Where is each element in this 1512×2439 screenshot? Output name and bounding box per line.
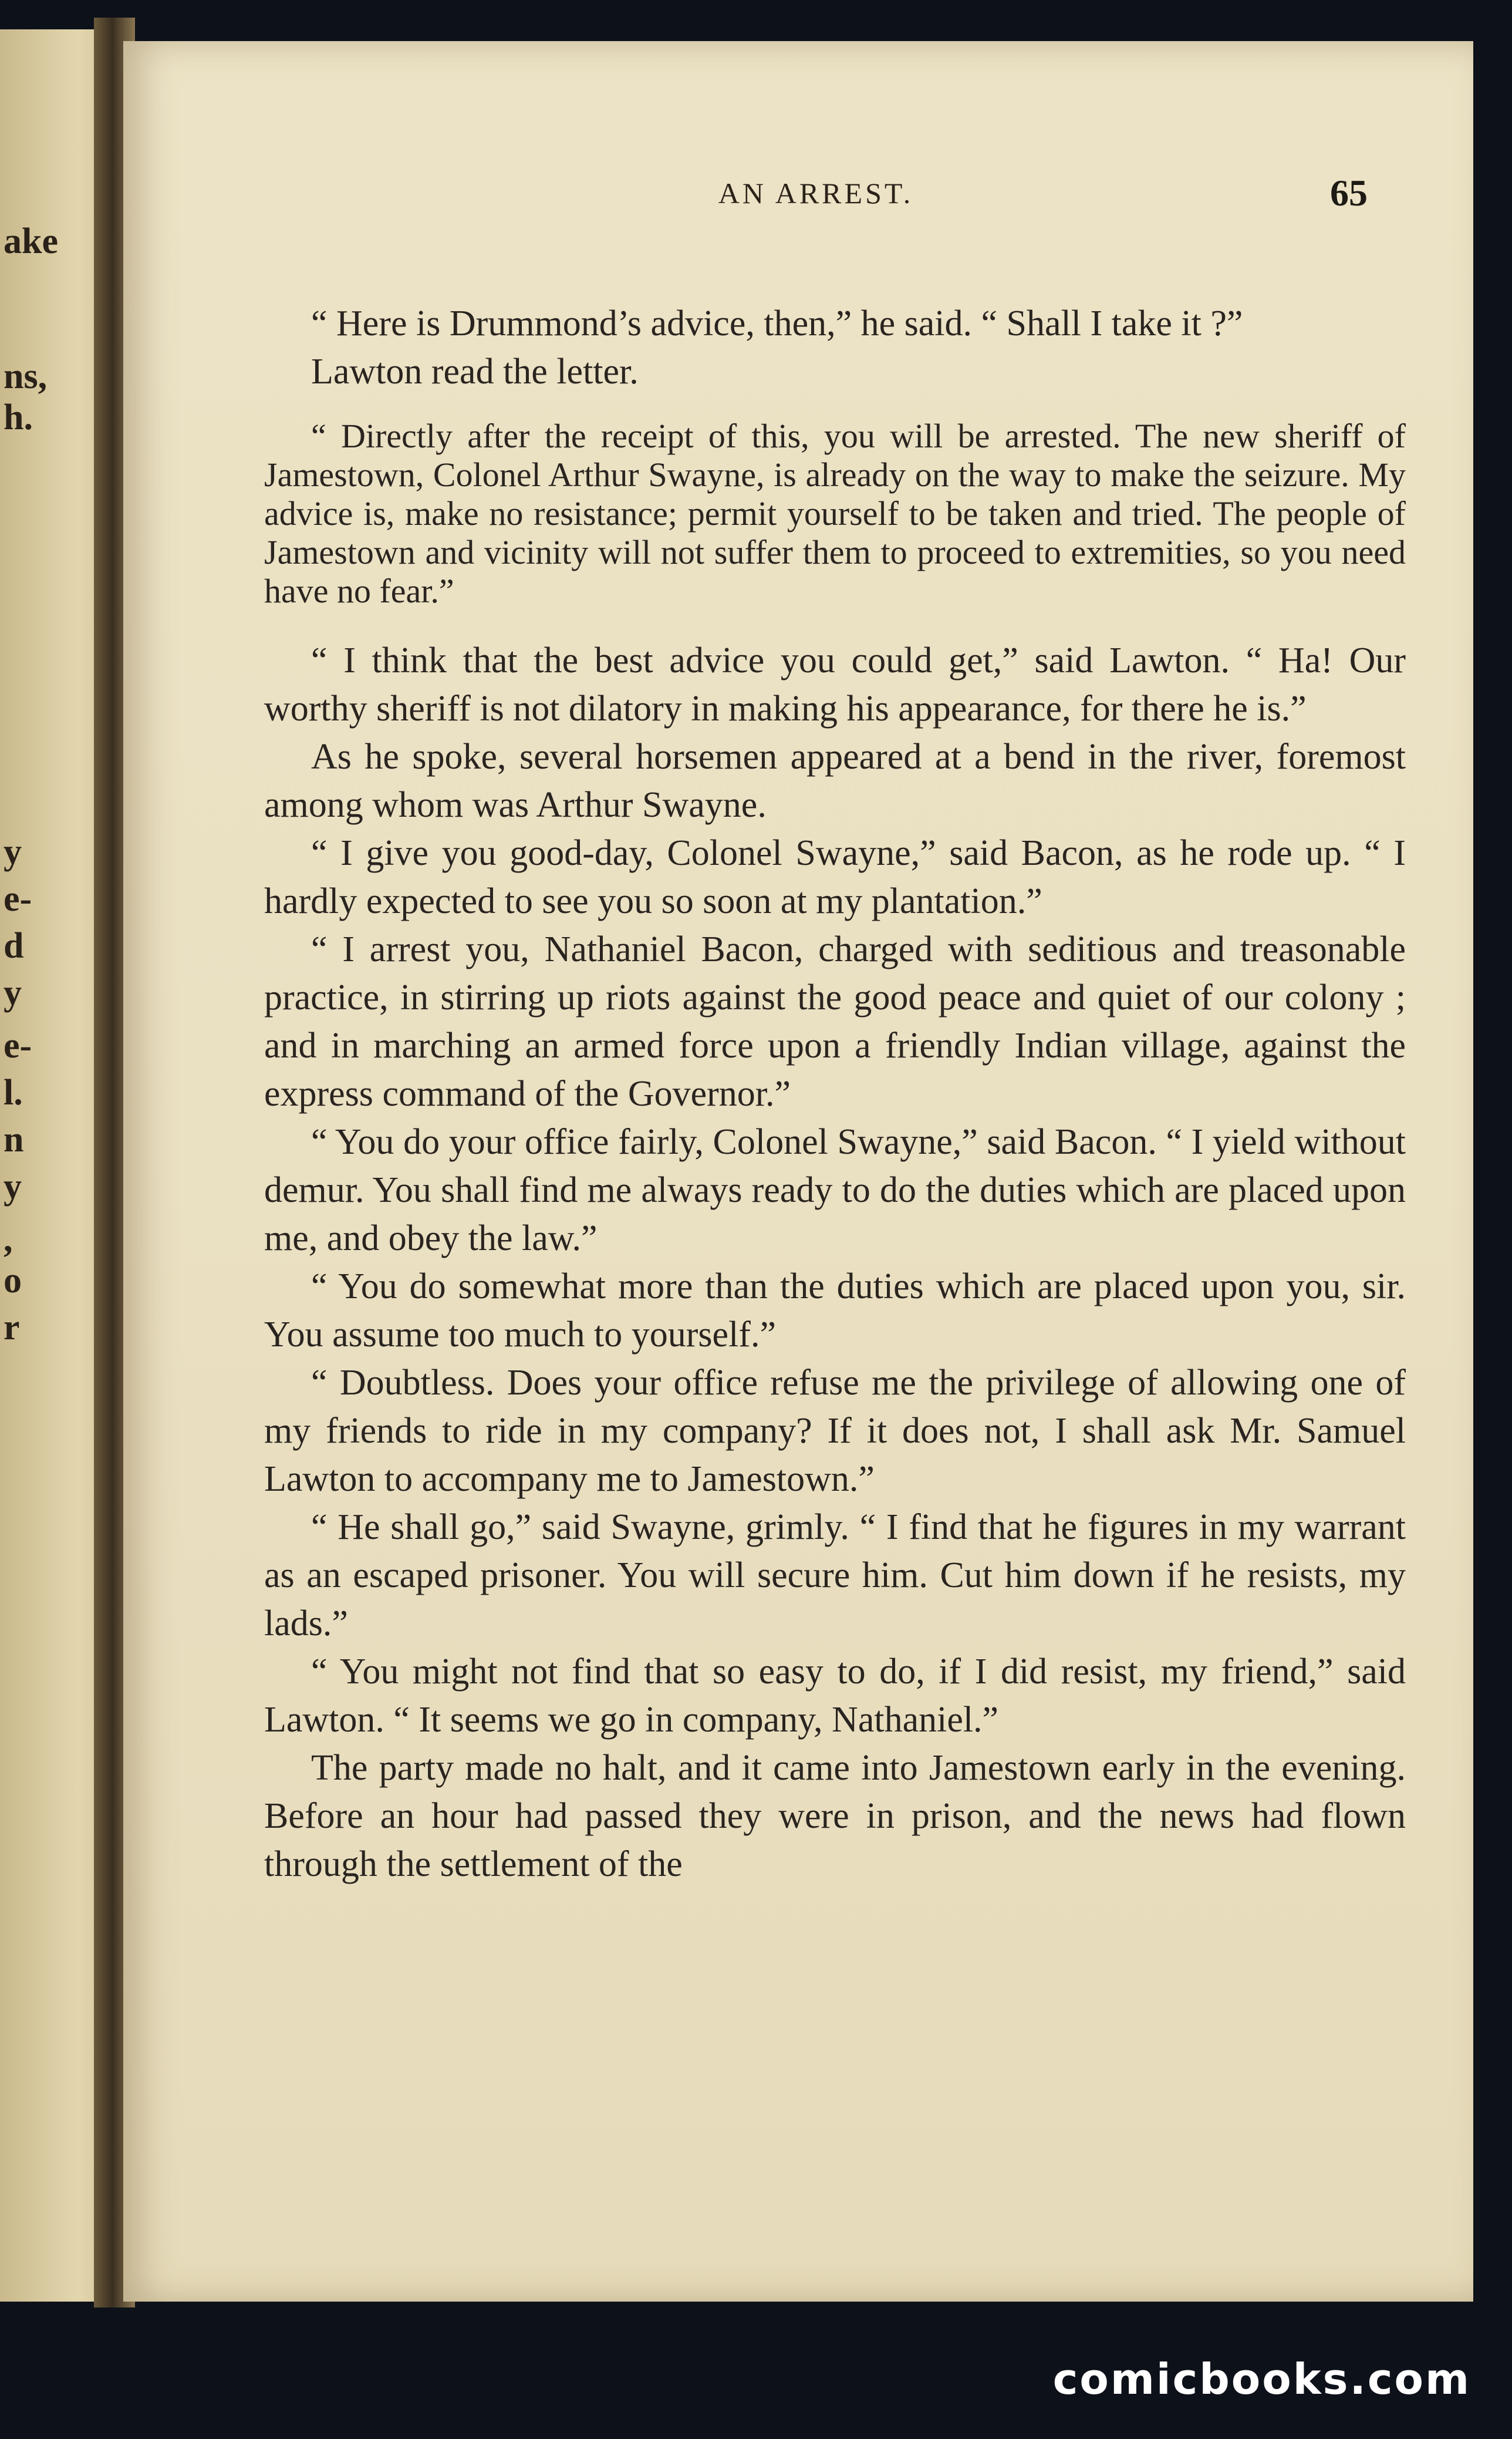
facing-page-fragment: e-	[4, 879, 32, 919]
facing-page-fragment: ake	[4, 221, 58, 261]
page-number: 65	[1330, 172, 1368, 214]
letter-quote: “ Directly after the receipt of this, you will be arrested. The new sheriff of Jamestown, Colonel Arthur Swayne, is already on the way to make the seizure. My advice is, make no resistance; permit yourself to be taken and tried. The people of Jamestown and vicinity will not suffer them to proceed to extremities, so you need have no fear.”	[264, 417, 1406, 610]
facing-page-fragment: l.	[4, 1073, 23, 1113]
paragraph: “ You do your office fairly, Colonel Swayne,” said Bacon. “ I yield without demur. You shall find me always ready to do the duties which are placed upon me, and obey the law.”	[264, 1122, 1406, 1258]
facing-page-fragment: ,	[4, 1220, 13, 1259]
watermark: comicbooks.com	[1052, 2354, 1471, 2404]
running-head: AN ARREST.	[718, 177, 914, 210]
facing-page-fragment: y	[4, 973, 22, 1013]
facing-page-fragment: e-	[4, 1026, 32, 1066]
paragraph: “ I give you good-day, Colonel Swayne,” said Bacon, as he rode up. “ I hardly expected to see you so soon at my plantation.”	[264, 833, 1406, 921]
facing-page-fragment: ns,	[4, 356, 48, 396]
book-page	[123, 41, 1473, 2302]
page-header	[264, 172, 1368, 223]
facing-page-fragment: n	[4, 1120, 24, 1160]
facing-page-fragment: d	[4, 926, 24, 966]
paragraph: As he spoke, several horsemen appeared at a bend in the river, foremost among whom was Arthur Swayne.	[264, 737, 1406, 825]
page-body	[264, 299, 1406, 1888]
facing-page-fragment: y	[4, 832, 22, 872]
paragraph: “ I think that the best advice you could get,” said Lawton. “ Ha! Our worthy sheriff is not dilatory in making his appearance, for there he is.”	[264, 641, 1406, 729]
paragraph: The party made no halt, and it came into Jamestown early in the evening. Before an hour had passed they were in prison, and the news had flown through the settlement of the	[264, 1748, 1406, 1884]
facing-page-fragment: o	[4, 1261, 22, 1301]
paragraph: “ I arrest you, Nathaniel Bacon, charged with seditious and treasonable practice, in stirring up riots against the good peace and quiet of our colony ; and in marching an armed force upon a friendly Indian village, against the express command of the Governor.”	[264, 929, 1406, 1114]
paragraph: “ He shall go,” said Swayne, grimly. “ I find that he figures in my warrant as an escaped prisoner. You will secure him. Cut him down if he resists, my lads.”	[264, 1507, 1406, 1643]
paragraph: “ You do somewhat more than the duties which are placed upon you, sir. You assume too much to yourself.”	[264, 1266, 1406, 1355]
facing-page-fragment: y	[4, 1167, 22, 1207]
paragraph: “ Here is Drummond’s advice, then,” he said. “ Shall I take it ?”	[311, 304, 1243, 343]
paragraph: “ You might not find that so easy to do, if I did resist, my friend,” said Lawton. “ It seems we go in company, Nathaniel.”	[264, 1652, 1406, 1740]
facing-page-fragment: h.	[4, 397, 33, 437]
paragraph: “ Doubtless. Does your office refuse me the privilege of allowing one of my friends to ride in my company? If it does not, I shall ask Mr. Samuel Lawton to accompany me to Jamestown.”	[264, 1363, 1406, 1499]
facing-page-fragment: r	[4, 1308, 20, 1347]
paragraph: Lawton read the letter.	[311, 352, 639, 392]
